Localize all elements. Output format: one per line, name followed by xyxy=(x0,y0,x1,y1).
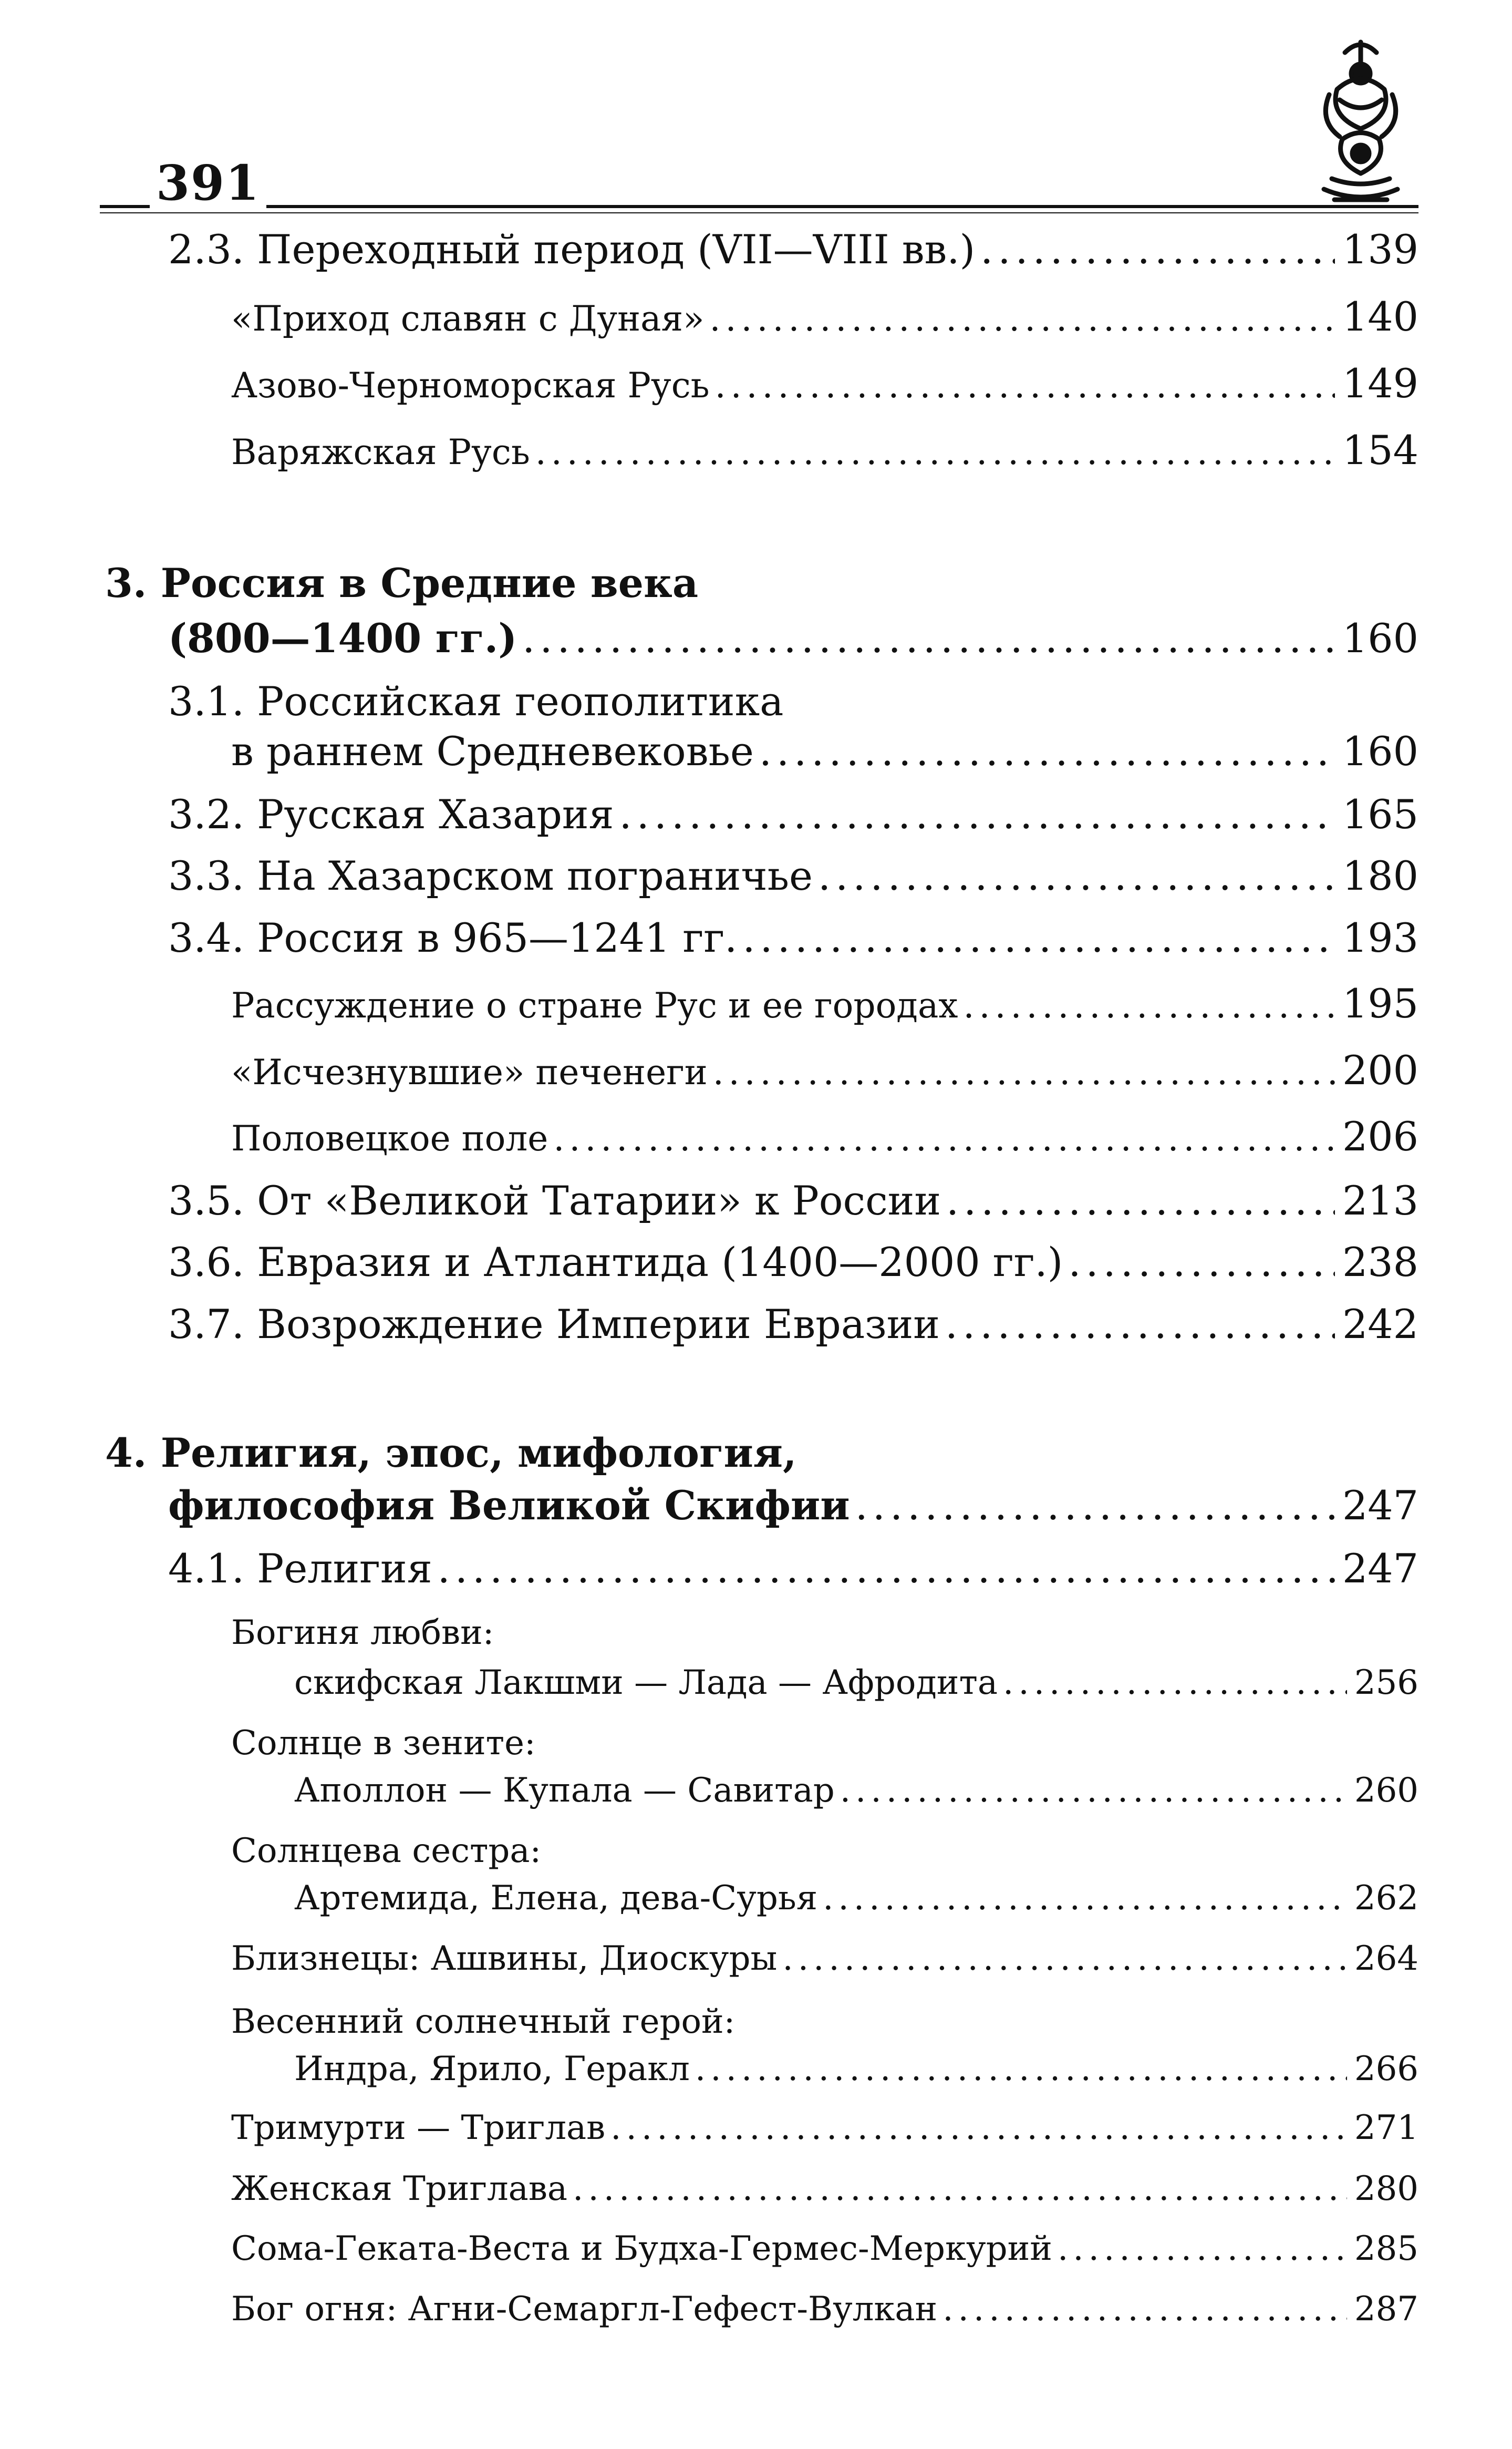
leader-dots xyxy=(1003,1663,1347,1702)
toc-entry[interactable] xyxy=(231,1939,1418,1978)
toc-title: 3.5. От «Великой Татарии» к России xyxy=(168,1177,941,1224)
toc-entry[interactable] xyxy=(168,226,1418,273)
toc-title[interactable]: Весенний солнечный герой: xyxy=(231,2002,736,2041)
toc-entry[interactable] xyxy=(231,980,1418,1027)
leader-dots xyxy=(535,432,1335,472)
leader-dots xyxy=(1068,1239,1335,1285)
toc-entry[interactable] xyxy=(168,1301,1418,1347)
leader-dots xyxy=(522,615,1335,662)
toc-title: Половецкое поле xyxy=(231,1118,548,1159)
toc-title: Азово-Черноморская Русь xyxy=(231,365,710,406)
leader-dots xyxy=(715,365,1335,406)
toc-page: 238 xyxy=(1342,1239,1418,1285)
toc-title: Близнецы: Ашвины, Диоскуры xyxy=(231,1939,778,1978)
toc-title: Бог огня: Агни-Семаргл-Гефест-Вулкан xyxy=(231,2290,938,2329)
toc-title[interactable]: 3.1. Российская геополитика xyxy=(168,678,784,725)
toc-title: «Исчезнувшие» печенеги xyxy=(231,1052,708,1093)
toc-title: Индра, Ярило, Геракл xyxy=(294,2050,690,2088)
chapter-heading[interactable]: 3. Россия в Средние века xyxy=(105,560,699,606)
toc-entry[interactable] xyxy=(294,2050,1418,2088)
leader-dots xyxy=(742,914,1335,961)
header-rule-thin xyxy=(100,212,1418,213)
toc-entry[interactable] xyxy=(168,1177,1418,1224)
leader-dots xyxy=(713,1052,1335,1093)
leader-dots xyxy=(840,1771,1347,1810)
toc-page: 140 xyxy=(1342,293,1418,340)
toc-page: 256 xyxy=(1354,1663,1418,1702)
toc-page: 262 xyxy=(1354,1879,1418,1918)
toc-entry[interactable] xyxy=(168,1545,1418,1592)
toc-title: философия Великой Скифии xyxy=(168,1482,850,1529)
toc-entry[interactable] xyxy=(168,1239,1418,1285)
leader-dots xyxy=(945,1301,1335,1347)
toc-title: Варяжская Русь xyxy=(231,432,530,472)
leader-dots xyxy=(759,728,1335,775)
leader-dots xyxy=(695,2050,1347,2088)
leader-dots xyxy=(553,1118,1335,1159)
leader-dots xyxy=(855,1482,1335,1529)
toc-page: 264 xyxy=(1354,1939,1418,1978)
toc-title: Тримурти — Триглав xyxy=(231,2108,606,2147)
toc-title[interactable]: Солнце в зените: xyxy=(231,1724,536,1763)
toc-entry[interactable] xyxy=(231,293,1418,340)
leader-dots xyxy=(980,226,1335,273)
toc-page: 247 xyxy=(1342,1545,1418,1592)
leader-dots xyxy=(818,852,1335,899)
toc-page: 285 xyxy=(1354,2229,1418,2268)
toc-title: 3.3. На Хазарском пограничье xyxy=(168,852,813,899)
toc-entry[interactable] xyxy=(231,728,1418,775)
toc-page: 154 xyxy=(1342,427,1418,474)
chapter-heading[interactable]: 4. Религия, эпос, мифология, xyxy=(105,1429,797,1476)
toc-page: 180 xyxy=(1342,852,1418,899)
toc-entry[interactable] xyxy=(294,1771,1418,1810)
toc-title: «Приход славян с Дуная» xyxy=(231,299,705,339)
leader-dots xyxy=(710,299,1335,339)
toc-entry[interactable] xyxy=(231,1113,1418,1160)
toc-title: Сома-Геката-Веста и Будха-Гермес-Меркурий xyxy=(231,2229,1052,2268)
toc-page: 200 xyxy=(1342,1047,1418,1094)
toc-entry[interactable] xyxy=(168,615,1418,662)
toc-title[interactable]: Богиня любви: xyxy=(231,1613,494,1652)
toc-title: 3.2. Русская Хазария xyxy=(168,791,614,838)
toc-page: 160 xyxy=(1342,728,1418,775)
toc-entry[interactable] xyxy=(231,427,1418,474)
toc-entry[interactable] xyxy=(168,791,1418,838)
toc-title: в раннем Средневековье xyxy=(231,728,754,775)
toc-entry[interactable] xyxy=(231,2169,1418,2208)
toc-title: Женская Триглава xyxy=(231,2169,567,2208)
toc-title: 3.6. Евразия и Атлантида (1400—2000 гг.) xyxy=(168,1239,1063,1285)
toc-page: 160 xyxy=(1342,615,1418,662)
leader-dots xyxy=(619,791,1335,838)
toc-entry[interactable] xyxy=(168,1482,1418,1529)
toc-page: 266 xyxy=(1354,2050,1418,2088)
toc-entry[interactable] xyxy=(231,2108,1418,2147)
leader-dots xyxy=(610,2108,1347,2147)
toc-title: 4.1. Религия xyxy=(168,1545,432,1592)
toc-entry[interactable] xyxy=(231,1047,1418,1094)
toc-page: 206 xyxy=(1342,1113,1418,1160)
toc-title: 3.7. Возрождение Империи Евразии xyxy=(168,1301,940,1347)
header-rule xyxy=(100,205,1418,208)
leader-dots xyxy=(964,985,1335,1026)
toc-title[interactable]: Солнцева сестра: xyxy=(231,1831,542,1870)
toc-title: Рассуждение о стране Рус и ее городах xyxy=(231,985,958,1026)
toc-entry[interactable] xyxy=(231,2290,1418,2329)
toc-entry[interactable] xyxy=(294,1663,1418,1702)
toc-page: 149 xyxy=(1342,360,1418,407)
toc-title: 2.3. Переходный период (VII—VIII вв.) xyxy=(168,226,976,273)
toc-page: 193 xyxy=(1342,914,1418,961)
toc-entry[interactable] xyxy=(168,914,1418,961)
toc-page: 271 xyxy=(1354,2108,1418,2147)
toc-title: (800—1400 гг.) xyxy=(168,615,517,662)
leader-dots xyxy=(573,2169,1347,2208)
leader-dots xyxy=(438,1545,1335,1592)
toc-entry[interactable] xyxy=(294,1879,1418,1918)
toc-title: 3.4. Россия в 965—1241 гг. xyxy=(168,914,738,961)
toc-entry[interactable] xyxy=(231,360,1418,407)
toc-page: 165 xyxy=(1342,791,1418,838)
toc-entry[interactable] xyxy=(168,852,1418,899)
toc-title: Артемида, Елена, дева-Сурья xyxy=(294,1879,818,1918)
toc-page: 287 xyxy=(1354,2290,1418,2329)
toc-title: скифская Лакшми — Лада — Афродита xyxy=(294,1663,998,1702)
page-header xyxy=(100,155,1418,215)
toc-page: 139 xyxy=(1342,226,1418,273)
toc-page: 280 xyxy=(1354,2169,1418,2208)
toc-page: 213 xyxy=(1342,1177,1418,1224)
decorative-knot-icon xyxy=(1308,32,1413,221)
toc-page: 247 xyxy=(1342,1482,1418,1529)
toc-page: 195 xyxy=(1342,980,1418,1027)
leader-dots xyxy=(1058,2229,1347,2268)
toc-entry[interactable] xyxy=(231,2229,1418,2268)
leader-dots xyxy=(943,2290,1347,2329)
toc-page: 242 xyxy=(1342,1301,1418,1347)
leader-dots xyxy=(823,1879,1347,1918)
leader-dots xyxy=(946,1177,1335,1224)
page-number: 391 xyxy=(150,158,266,208)
leader-dots xyxy=(782,1939,1347,1978)
toc-title: Аполлон — Купала — Савитар xyxy=(294,1771,835,1810)
toc-page: 260 xyxy=(1354,1771,1418,1810)
